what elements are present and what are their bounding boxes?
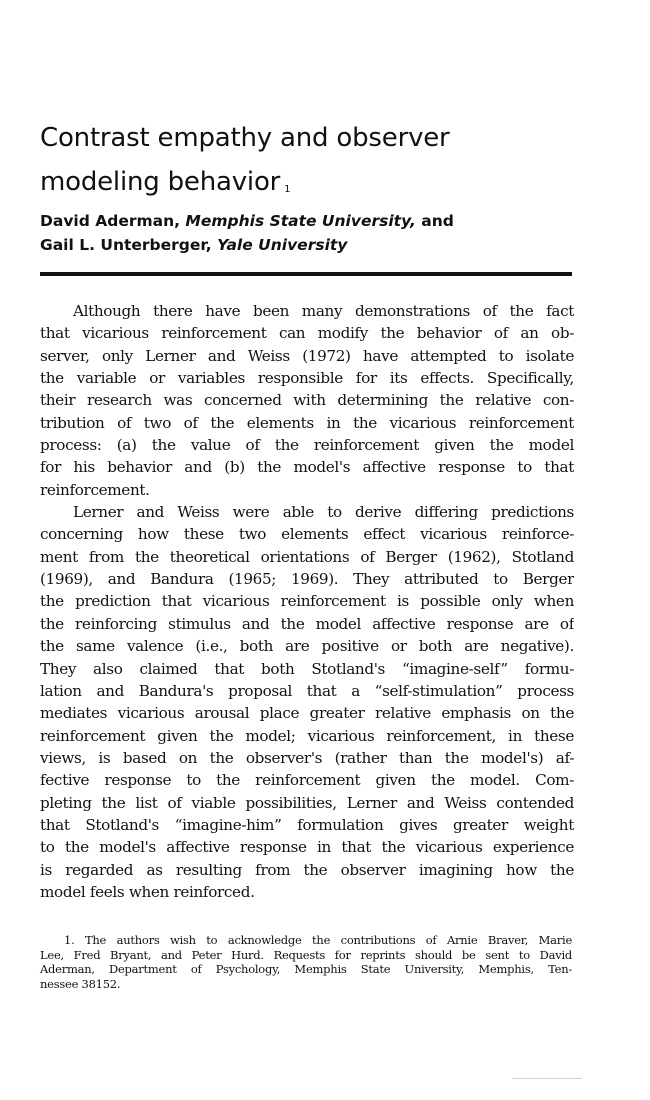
body-line: is regarded as resulting from the observer imagining how the — [40, 860, 574, 879]
body-line: server, only Lerner and Weiss (1972) have attempted to isolate — [40, 346, 574, 365]
title-line-2-text: modeling behavior — [40, 167, 281, 197]
body-line: pleting the list of viable possibilities, Lerner and Weiss contended — [40, 793, 574, 812]
title-line-2 — [40, 160, 580, 204]
body-line: lation and Bandura's proposal that a “self-stimulation” process — [40, 681, 574, 700]
body-line: tribution of two of the elements in the vicarious reinforcement — [40, 413, 574, 432]
body-line: model feels when reinforced. — [40, 882, 255, 901]
body-line: that Stotland's “imagine-him” formulation gives greater weight — [40, 815, 574, 834]
article-title — [40, 116, 580, 204]
author-1-affiliation: Memphis State University, — [185, 212, 416, 230]
author-line-2 — [40, 233, 454, 257]
author-line-1 — [40, 209, 454, 233]
body-line: They also claimed that both Stotland's “imagine-self” formu- — [40, 659, 574, 678]
body-line: that vicarious reinforcement can modify the behavior of an ob- — [40, 324, 574, 343]
body-line: the reinforcing stimulus and the model affective response are of — [40, 614, 574, 633]
body-line: the variable or variables responsible for its effects. Specifically, — [40, 369, 574, 388]
body-line: mediates vicarious arousal place greater relative emphasis on the — [40, 704, 574, 723]
footnote-line: nessee 38152. — [40, 976, 121, 991]
body-line: views, is based on the observer's (rather than the model's) af- — [40, 748, 574, 767]
title-footnote-mark: 1 — [284, 184, 291, 195]
body-line: the prediction that vicarious reinforcement is possible only when — [40, 592, 574, 611]
article-body — [40, 300, 574, 903]
body-line: reinforcement. — [40, 480, 150, 499]
body-line: their research was concerned with determining the relative con- — [40, 391, 574, 410]
author-1-name: David Aderman, — [40, 212, 181, 230]
author-conjunction: and — [421, 212, 454, 230]
footnote-line: 1. The authors wish to acknowledge the contributions of Arnie Braver, Marie — [64, 933, 572, 947]
footnote — [40, 933, 572, 991]
body-line: (1969), and Bandura (1965; 1969). They attributed to Berger — [40, 570, 574, 589]
title-divider-rule — [40, 272, 572, 276]
footnote-line: Aderman, Department of Psychology, Memphis State University, Memphis, Ten- — [40, 962, 572, 977]
body-line: ment from the theoretical orientations of Berger (1962), Stotland — [40, 547, 574, 566]
body-line: for his behavior and (b) the model's affective response to that — [40, 458, 574, 477]
body-line: the same valence (i.e., both are positive or both are negative). — [40, 637, 574, 656]
body-line: reinforcement given the model; vicarious reinforcement, in these — [40, 726, 574, 745]
author-2-affiliation: Yale University — [217, 236, 348, 254]
body-line: to the model's affective response in that the vicarious experience — [40, 838, 574, 857]
body-line: process: (a) the value of the reinforcement given the model — [40, 436, 574, 455]
author-2-name: Gail L. Unterberger, — [40, 236, 212, 254]
title-line-1: Contrast empathy and observer — [40, 123, 450, 153]
author-block — [40, 209, 454, 257]
body-line: fective response to the reinforcement given the model. Com- — [40, 771, 574, 790]
scan-artifact-line — [512, 1078, 582, 1079]
footnote-line: Lee, Fred Bryant, and Peter Hurd. Requests for reprints should be sent to David — [40, 947, 572, 962]
body-line: Although there have been many demonstrations of the fact — [73, 302, 574, 320]
body-line: concerning how these two elements effect vicarious reinforce- — [40, 525, 574, 544]
body-line: Lerner and Weiss were able to derive differing predictions — [73, 503, 574, 522]
